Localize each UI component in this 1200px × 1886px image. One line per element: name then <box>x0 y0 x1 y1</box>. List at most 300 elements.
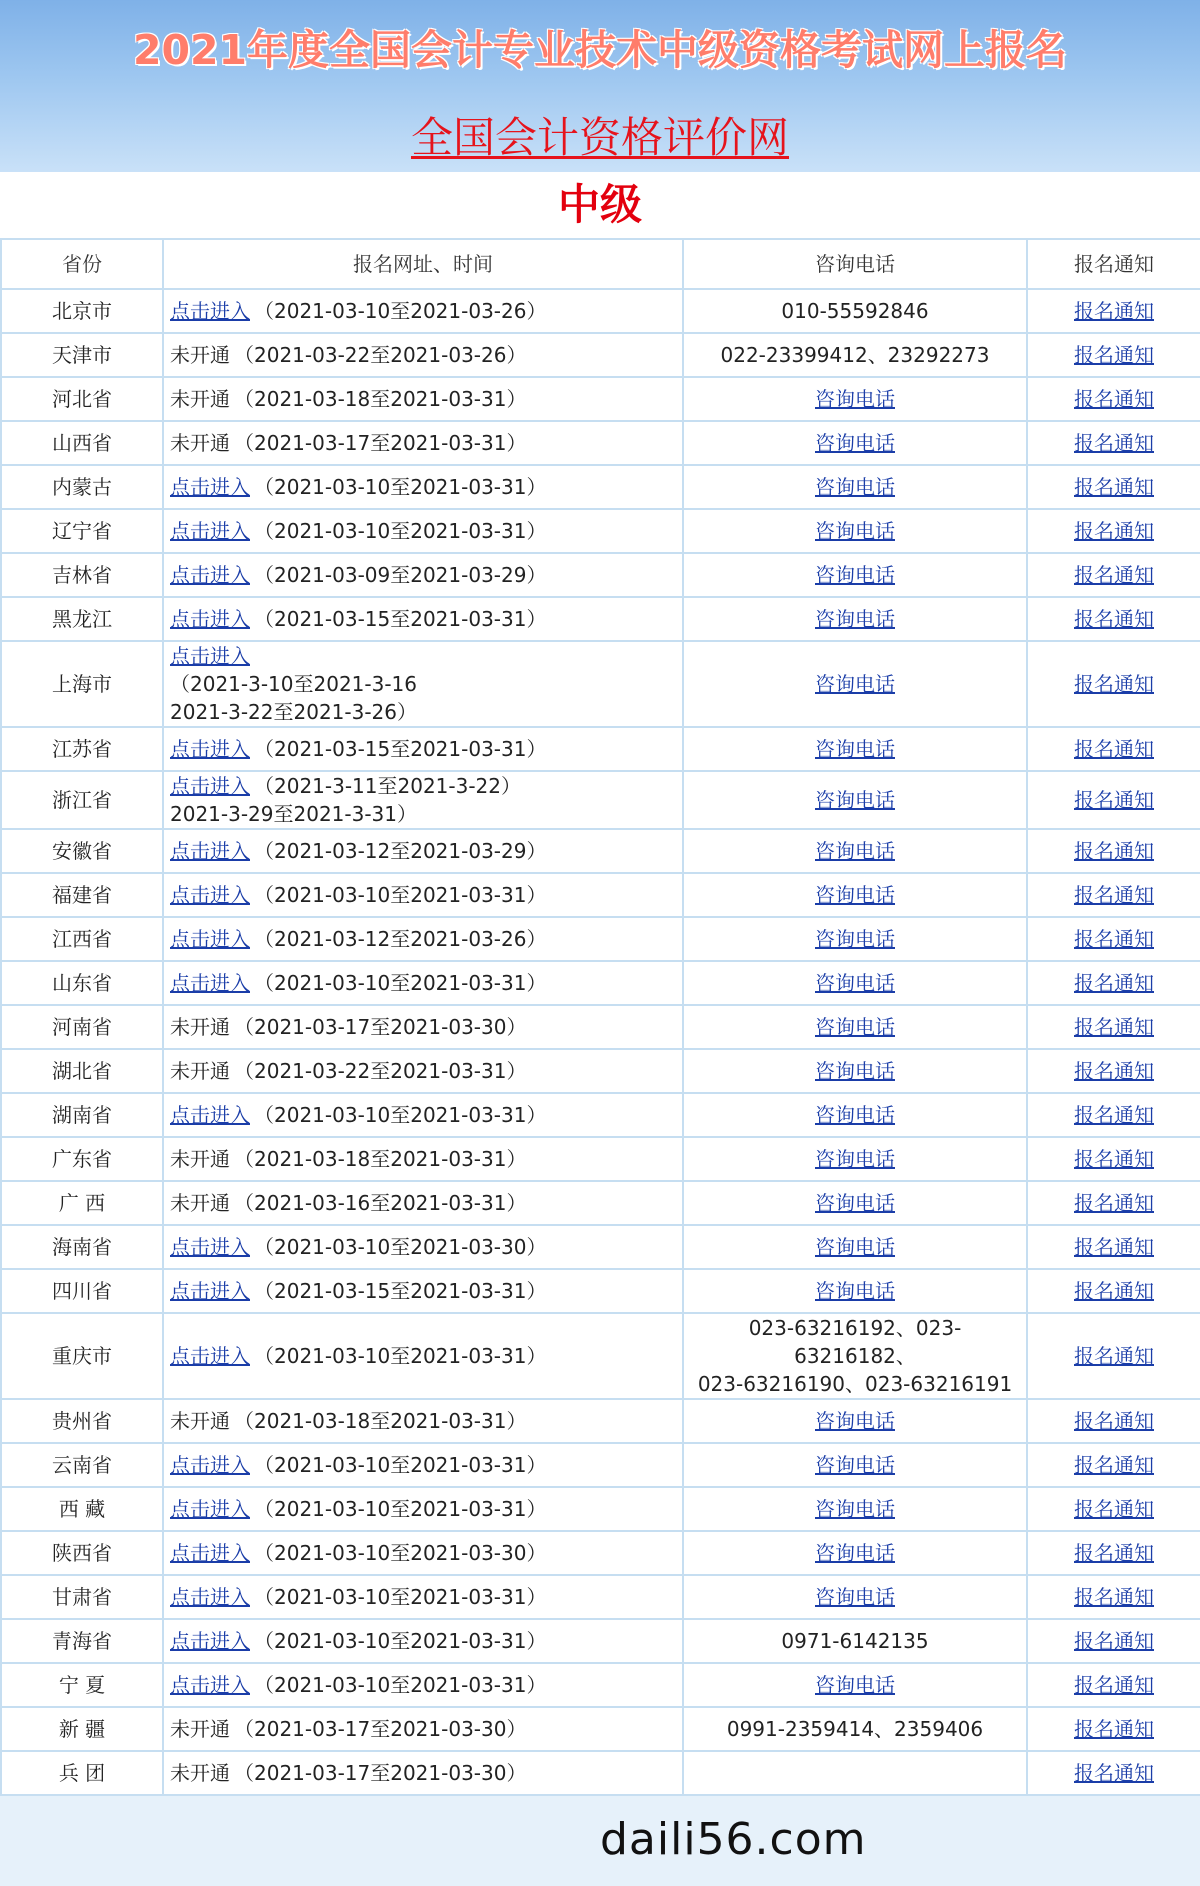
phone-cell <box>683 771 1027 829</box>
table-row <box>1 1751 1200 1795</box>
notice-cell <box>1027 1181 1200 1225</box>
phone-cell <box>683 1225 1027 1269</box>
site-time-cell <box>163 1663 683 1707</box>
notice-link[interactable]: 报名通知 <box>1074 431 1154 455</box>
phone-link[interactable]: 咨询电话 <box>815 1191 895 1215</box>
notice-link[interactable]: 报名通知 <box>1074 1453 1154 1477</box>
phone-cell <box>683 333 1027 377</box>
province-cell: 湖南省 <box>1 1093 163 1137</box>
date-range: （2021-03-17至2021-03-30） <box>234 1761 527 1785</box>
date-range: （2021-03-15至2021-03-31） <box>254 1279 547 1303</box>
site-time-cell <box>163 289 683 333</box>
date-range: （2021-03-17至2021-03-30） <box>234 1717 527 1741</box>
enter-link[interactable]: 点击进入 <box>170 607 250 631</box>
date-range: （2021-03-10至2021-03-31） <box>254 1585 547 1609</box>
phone-link[interactable]: 咨询电话 <box>815 563 895 587</box>
table-row <box>1 1575 1200 1619</box>
province-cell: 山西省 <box>1 421 163 465</box>
phone-cell <box>683 289 1027 333</box>
phone-link[interactable]: 咨询电话 <box>815 737 895 761</box>
province-cell: 新 疆 <box>1 1707 163 1751</box>
notice-link[interactable]: 报名通知 <box>1074 1235 1154 1259</box>
notice-cell <box>1027 1619 1200 1663</box>
phone-link[interactable]: 咨询电话 <box>815 672 895 696</box>
notice-link[interactable]: 报名通知 <box>1074 1147 1154 1171</box>
table-row <box>1 553 1200 597</box>
phone-link[interactable]: 咨询电话 <box>815 1147 895 1171</box>
phone-link[interactable]: 咨询电话 <box>815 839 895 863</box>
date-range: 2021-3-22至2021-3-26） <box>170 700 418 724</box>
phone-link[interactable]: 咨询电话 <box>815 1015 895 1039</box>
notice-link[interactable]: 报名通知 <box>1074 1409 1154 1433</box>
province-cell: 浙江省 <box>1 771 163 829</box>
notice-cell <box>1027 873 1200 917</box>
enter-link[interactable]: 点击进入 <box>170 1673 250 1697</box>
phone-number: 023-63216192、023-63216182、 <box>748 1316 962 1368</box>
notice-cell <box>1027 421 1200 465</box>
not-open-label: 未开通 <box>170 1717 230 1741</box>
phone-cell <box>683 917 1027 961</box>
enter-link[interactable]: 点击进入 <box>170 883 250 907</box>
date-range: （2021-3-10至2021-3-16 <box>170 672 418 696</box>
province-cell: 陕西省 <box>1 1531 163 1575</box>
not-open-label: 未开通 <box>170 1191 230 1215</box>
notice-link[interactable]: 报名通知 <box>1074 672 1154 696</box>
phone-link[interactable]: 咨询电话 <box>815 883 895 907</box>
notice-cell <box>1027 1137 1200 1181</box>
date-range: （2021-03-10至2021-03-31） <box>254 1344 547 1368</box>
date-range: （2021-03-10至2021-03-26） <box>254 299 547 323</box>
not-open-label: 未开通 <box>170 1015 230 1039</box>
table-row <box>1 1399 1200 1443</box>
notice-cell <box>1027 1225 1200 1269</box>
notice-cell <box>1027 1269 1200 1313</box>
notice-cell <box>1027 1005 1200 1049</box>
site-time-cell <box>163 1443 683 1487</box>
phone-link[interactable]: 咨询电话 <box>815 1103 895 1127</box>
table-body <box>1 289 1200 1795</box>
table-row <box>1 333 1200 377</box>
phone-cell <box>683 873 1027 917</box>
notice-link[interactable]: 报名通知 <box>1074 1629 1154 1653</box>
table-row <box>1 873 1200 917</box>
enter-link[interactable]: 点击进入 <box>170 971 250 995</box>
notice-cell <box>1027 1093 1200 1137</box>
not-open-label: 未开通 <box>170 1147 230 1171</box>
site-time-cell <box>163 1093 683 1137</box>
site-time-cell <box>163 597 683 641</box>
table-row <box>1 289 1200 333</box>
table-row <box>1 771 1200 829</box>
enter-link[interactable]: 点击进入 <box>170 1541 250 1565</box>
notice-link[interactable]: 报名通知 <box>1074 299 1154 323</box>
table-row <box>1 961 1200 1005</box>
notice-cell <box>1027 961 1200 1005</box>
site-time-cell <box>163 1399 683 1443</box>
notice-link[interactable]: 报名通知 <box>1074 971 1154 995</box>
enter-link[interactable]: 点击进入 <box>170 644 250 668</box>
site-time-cell <box>163 641 683 727</box>
site-time-cell <box>163 1313 683 1399</box>
site-time-cell <box>163 509 683 553</box>
province-cell: 重庆市 <box>1 1313 163 1399</box>
notice-link[interactable]: 报名通知 <box>1074 1673 1154 1697</box>
site-time-cell <box>163 1619 683 1663</box>
table-row <box>1 1487 1200 1531</box>
date-range: （2021-03-10至2021-03-31） <box>254 1103 547 1127</box>
phone-cell <box>683 1005 1027 1049</box>
header-province: 省份 <box>1 239 163 289</box>
phone-cell <box>683 727 1027 771</box>
site-time-cell <box>163 961 683 1005</box>
province-cell: 四川省 <box>1 1269 163 1313</box>
date-range: （2021-03-10至2021-03-31） <box>254 1629 547 1653</box>
site-time-cell <box>163 1005 683 1049</box>
notice-cell <box>1027 727 1200 771</box>
date-range: （2021-03-15至2021-03-31） <box>254 737 547 761</box>
phone-link[interactable]: 咨询电话 <box>815 1235 895 1259</box>
date-range: （2021-03-18至2021-03-31） <box>234 387 527 411</box>
phone-cell <box>683 1399 1027 1443</box>
province-cell: 宁 夏 <box>1 1663 163 1707</box>
phone-cell <box>683 1487 1027 1531</box>
site-time-cell <box>163 1269 683 1313</box>
province-cell: 吉林省 <box>1 553 163 597</box>
not-open-label: 未开通 <box>170 431 230 455</box>
registration-table-wrap <box>0 238 1200 1796</box>
notice-cell <box>1027 597 1200 641</box>
date-range: （2021-03-18至2021-03-31） <box>234 1147 527 1171</box>
site-time-cell <box>163 553 683 597</box>
province-cell: 青海省 <box>1 1619 163 1663</box>
province-cell: 兵 团 <box>1 1751 163 1795</box>
site-time-cell <box>163 1575 683 1619</box>
notice-cell <box>1027 771 1200 829</box>
province-cell: 内蒙古 <box>1 465 163 509</box>
enter-link[interactable]: 点击进入 <box>170 563 250 587</box>
notice-link[interactable]: 报名通知 <box>1074 563 1154 587</box>
enter-link[interactable]: 点击进入 <box>170 774 250 798</box>
table-row <box>1 1663 1200 1707</box>
phone-cell <box>683 465 1027 509</box>
date-range: （2021-03-15至2021-03-31） <box>254 607 547 631</box>
table-row <box>1 829 1200 873</box>
phone-cell <box>683 377 1027 421</box>
province-cell: 甘肃省 <box>1 1575 163 1619</box>
not-open-label: 未开通 <box>170 1761 230 1785</box>
phone-number: 0991-2359414、2359406 <box>726 1717 984 1741</box>
date-range-2: 2021-3-29至2021-3-31） <box>170 802 418 826</box>
phone-link[interactable]: 咨询电话 <box>815 1409 895 1433</box>
site-time-cell <box>163 1707 683 1751</box>
notice-cell <box>1027 553 1200 597</box>
phone-cell <box>683 1443 1027 1487</box>
notice-link[interactable]: 报名通知 <box>1074 1585 1154 1609</box>
province-cell: 江西省 <box>1 917 163 961</box>
enter-link[interactable]: 点击进入 <box>170 927 250 951</box>
date-range: （2021-03-10至2021-03-31） <box>254 1673 547 1697</box>
table-row <box>1 1313 1200 1399</box>
phone-cell <box>683 1663 1027 1707</box>
site-time-cell <box>163 829 683 873</box>
phone-link[interactable]: 咨询电话 <box>815 971 895 995</box>
notice-cell <box>1027 1443 1200 1487</box>
date-range: （2021-03-10至2021-03-31） <box>254 519 547 543</box>
date-range: （2021-03-10至2021-03-31） <box>254 1453 547 1477</box>
enter-link[interactable]: 点击进入 <box>170 737 250 761</box>
table-row <box>1 1005 1200 1049</box>
province-cell: 贵州省 <box>1 1399 163 1443</box>
phone-cell <box>683 421 1027 465</box>
date-range: （2021-03-22至2021-03-31） <box>234 1059 527 1083</box>
notice-cell <box>1027 1313 1200 1399</box>
enter-link[interactable]: 点击进入 <box>170 1629 250 1653</box>
province-cell: 西 藏 <box>1 1487 163 1531</box>
notice-link[interactable]: 报名通知 <box>1074 788 1154 812</box>
enter-link[interactable]: 点击进入 <box>170 1497 250 1521</box>
phone-number: 022-23399412、23292273 <box>720 343 990 367</box>
header-notice: 报名通知 <box>1027 239 1200 289</box>
page-title: 2021年度全国会计专业技术中级资格考试网上报名 <box>132 26 1068 74</box>
notice-cell <box>1027 333 1200 377</box>
enter-link[interactable]: 点击进入 <box>170 1103 250 1127</box>
notice-link[interactable]: 报名通知 <box>1074 1279 1154 1303</box>
province-cell: 海南省 <box>1 1225 163 1269</box>
notice-cell <box>1027 1663 1200 1707</box>
date-range: （2021-03-22至2021-03-26） <box>234 343 527 367</box>
notice-link[interactable]: 报名通知 <box>1074 1541 1154 1565</box>
site-time-cell <box>163 771 683 829</box>
table-row <box>1 727 1200 771</box>
province-cell: 天津市 <box>1 333 163 377</box>
not-open-label: 未开通 <box>170 387 230 411</box>
notice-cell <box>1027 377 1200 421</box>
date-range: （2021-03-12至2021-03-29） <box>254 839 547 863</box>
phone-cell <box>683 553 1027 597</box>
phone-link[interactable]: 咨询电话 <box>815 1279 895 1303</box>
date-range: （2021-03-09至2021-03-29） <box>254 563 547 587</box>
notice-link[interactable]: 报名通知 <box>1074 519 1154 543</box>
notice-link[interactable]: 报名通知 <box>1074 1059 1154 1083</box>
enter-link[interactable]: 点击进入 <box>170 1453 250 1477</box>
province-cell: 河北省 <box>1 377 163 421</box>
date-range: （2021-03-17至2021-03-31） <box>234 431 527 455</box>
province-cell: 北京市 <box>1 289 163 333</box>
notice-cell <box>1027 289 1200 333</box>
watermark: daili56.com <box>600 1814 867 1865</box>
phone-link[interactable]: 咨询电话 <box>815 1541 895 1565</box>
date-range: （2021-03-12至2021-03-26） <box>254 927 547 951</box>
table-row <box>1 509 1200 553</box>
notice-link[interactable]: 报名通知 <box>1074 475 1154 499</box>
table-row <box>1 641 1200 727</box>
site-time-cell <box>163 1181 683 1225</box>
province-cell: 河南省 <box>1 1005 163 1049</box>
notice-link[interactable]: 报名通知 <box>1074 1717 1154 1741</box>
phone-link[interactable]: 咨询电话 <box>815 607 895 631</box>
province-cell: 黑龙江 <box>1 597 163 641</box>
date-range: （2021-03-10至2021-03-30） <box>254 1541 547 1565</box>
table-row <box>1 1093 1200 1137</box>
header-site-time: 报名网址、时间 <box>163 239 683 289</box>
date-range: （2021-3-11至2021-3-22） <box>254 774 522 798</box>
site-link-container <box>0 110 1200 166</box>
notice-link[interactable]: 报名通知 <box>1074 1344 1154 1368</box>
phone-link[interactable]: 咨询电话 <box>815 475 895 499</box>
phone-cell <box>683 1093 1027 1137</box>
site-time-cell <box>163 1049 683 1093</box>
table-row <box>1 1619 1200 1663</box>
phone-cell <box>683 1751 1027 1795</box>
enter-link[interactable]: 点击进入 <box>170 1235 250 1259</box>
phone-cell <box>683 1049 1027 1093</box>
table-row <box>1 465 1200 509</box>
site-time-cell <box>163 1531 683 1575</box>
site-time-cell <box>163 873 683 917</box>
notice-link[interactable]: 报名通知 <box>1074 1015 1154 1039</box>
enter-link[interactable]: 点击进入 <box>170 299 250 323</box>
date-range: （2021-03-10至2021-03-30） <box>254 1235 547 1259</box>
notice-link[interactable]: 报名通知 <box>1074 343 1154 367</box>
notice-link[interactable]: 报名通知 <box>1074 607 1154 631</box>
table-row <box>1 1531 1200 1575</box>
phone-cell <box>683 1575 1027 1619</box>
site-time-cell <box>163 333 683 377</box>
date-range: （2021-03-10至2021-03-31） <box>254 883 547 907</box>
site-time-cell <box>163 465 683 509</box>
province-cell: 辽宁省 <box>1 509 163 553</box>
province-cell: 广 西 <box>1 1181 163 1225</box>
phone-link[interactable]: 咨询电话 <box>815 431 895 455</box>
phone-link[interactable]: 咨询电话 <box>815 519 895 543</box>
phone-link[interactable]: 咨询电话 <box>815 1453 895 1477</box>
site-time-cell <box>163 421 683 465</box>
table-row <box>1 377 1200 421</box>
phone-link[interactable]: 咨询电话 <box>815 1059 895 1083</box>
table-row <box>1 1049 1200 1093</box>
phone-cell <box>683 1181 1027 1225</box>
notice-link[interactable]: 报名通知 <box>1074 387 1154 411</box>
phone-link[interactable]: 咨询电话 <box>815 1497 895 1521</box>
enter-link[interactable]: 点击进入 <box>170 1344 250 1368</box>
site-time-cell <box>163 1225 683 1269</box>
enter-link[interactable]: 点击进入 <box>170 1279 250 1303</box>
province-cell: 云南省 <box>1 1443 163 1487</box>
notice-cell <box>1027 1707 1200 1751</box>
table-row <box>1 917 1200 961</box>
phone-cell <box>683 829 1027 873</box>
phone-link[interactable]: 咨询电话 <box>815 1673 895 1697</box>
notice-cell <box>1027 1531 1200 1575</box>
notice-link[interactable]: 报名通知 <box>1074 1103 1154 1127</box>
notice-cell <box>1027 1575 1200 1619</box>
table-row <box>1 1443 1200 1487</box>
header-phone: 咨询电话 <box>683 239 1027 289</box>
province-cell: 安徽省 <box>1 829 163 873</box>
site-time-cell <box>163 727 683 771</box>
date-range: （2021-03-16至2021-03-31） <box>234 1191 527 1215</box>
phone-cell <box>683 1619 1027 1663</box>
phone-number: 010-55592846 <box>781 299 929 323</box>
header-banner <box>0 0 1200 172</box>
enter-link[interactable]: 点击进入 <box>170 1585 250 1609</box>
province-cell: 湖北省 <box>1 1049 163 1093</box>
notice-cell <box>1027 917 1200 961</box>
notice-cell <box>1027 509 1200 553</box>
registration-table <box>0 238 1200 1796</box>
enter-link[interactable]: 点击进入 <box>170 519 250 543</box>
phone-number-2: 023-63216190、023-63216191 <box>697 1372 1013 1396</box>
date-range: （2021-03-17至2021-03-30） <box>234 1015 527 1039</box>
table-row <box>1 597 1200 641</box>
province-cell: 山东省 <box>1 961 163 1005</box>
phone-cell <box>683 641 1027 727</box>
phone-cell <box>683 1707 1027 1751</box>
phone-cell <box>683 1137 1027 1181</box>
level-heading: 中级 <box>0 172 1200 238</box>
notice-cell <box>1027 829 1200 873</box>
phone-link[interactable]: 咨询电话 <box>815 1585 895 1609</box>
notice-cell <box>1027 641 1200 727</box>
phone-cell <box>683 1531 1027 1575</box>
site-time-cell <box>163 917 683 961</box>
site-time-cell <box>163 377 683 421</box>
table-row <box>1 1137 1200 1181</box>
notice-cell <box>1027 1049 1200 1093</box>
notice-link[interactable]: 报名通知 <box>1074 1761 1154 1785</box>
notice-cell <box>1027 1487 1200 1531</box>
table-row <box>1 1269 1200 1313</box>
date-range: （2021-03-18至2021-03-31） <box>234 1409 527 1433</box>
table-row <box>1 1707 1200 1751</box>
not-open-label: 未开通 <box>170 343 230 367</box>
not-open-label: 未开通 <box>170 1059 230 1083</box>
notice-link[interactable]: 报名通知 <box>1074 1497 1154 1521</box>
notice-link[interactable]: 报名通知 <box>1074 1191 1154 1215</box>
site-link[interactable]: 全国会计资格评价网 <box>410 113 789 162</box>
phone-number: 0971-6142135 <box>781 1629 929 1653</box>
table-row <box>1 1225 1200 1269</box>
notice-link[interactable]: 报名通知 <box>1074 883 1154 907</box>
phone-cell <box>683 509 1027 553</box>
enter-link[interactable]: 点击进入 <box>170 475 250 499</box>
notice-cell <box>1027 1399 1200 1443</box>
site-time-cell <box>163 1137 683 1181</box>
notice-link[interactable]: 报名通知 <box>1074 927 1154 951</box>
date-range: （2021-03-10至2021-03-31） <box>254 475 547 499</box>
enter-link[interactable]: 点击进入 <box>170 839 250 863</box>
notice-link[interactable]: 报名通知 <box>1074 839 1154 863</box>
phone-link[interactable]: 咨询电话 <box>815 387 895 411</box>
province-cell: 福建省 <box>1 873 163 917</box>
not-open-label: 未开通 <box>170 1409 230 1433</box>
phone-cell <box>683 1313 1027 1399</box>
notice-cell <box>1027 1751 1200 1795</box>
notice-link[interactable]: 报名通知 <box>1074 737 1154 761</box>
phone-cell <box>683 1269 1027 1313</box>
site-time-cell <box>163 1751 683 1795</box>
province-cell: 上海市 <box>1 641 163 727</box>
notice-cell <box>1027 465 1200 509</box>
table-header-row <box>1 239 1200 289</box>
date-range: （2021-03-10至2021-03-31） <box>254 971 547 995</box>
phone-link[interactable]: 咨询电话 <box>815 788 895 812</box>
province-cell: 广东省 <box>1 1137 163 1181</box>
table-row <box>1 1181 1200 1225</box>
site-time-cell <box>163 1487 683 1531</box>
phone-link[interactable]: 咨询电话 <box>815 927 895 951</box>
phone-cell <box>683 597 1027 641</box>
